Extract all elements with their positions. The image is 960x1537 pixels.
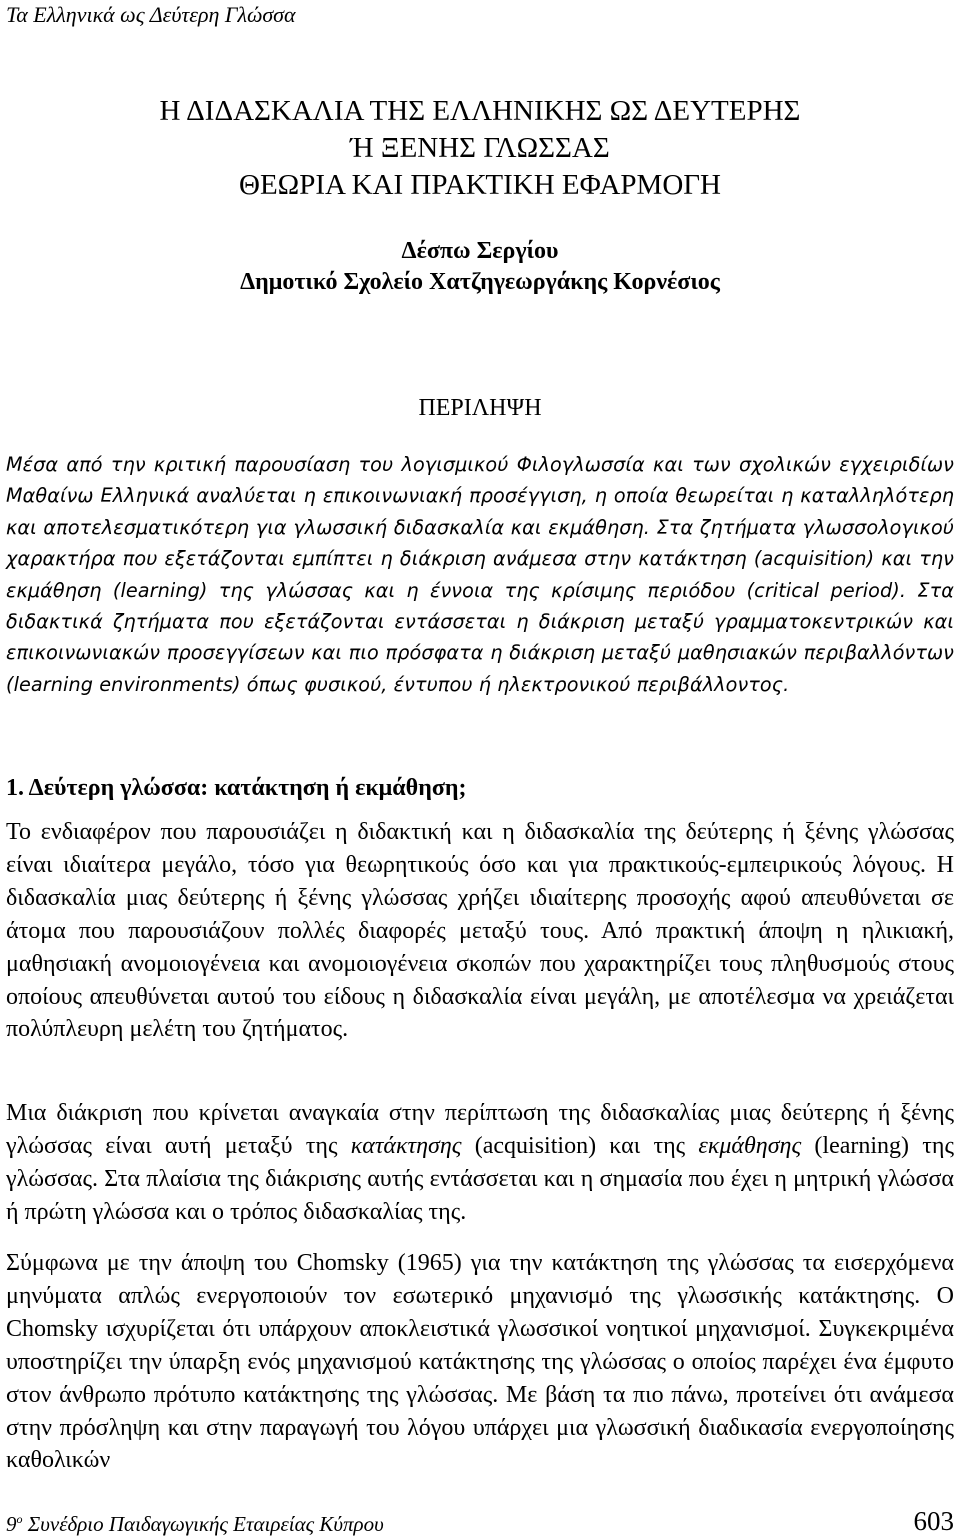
page-footer [6, 1502, 954, 1536]
body-paragraph-3: Σύμφωνα με την άποψη του Chomsky (1965) για την κατάκτηση της γλώσσας τα εισερχόμενα μηνύματα απλώς ενεργοποιούν τον εσωτερικό μηχανισμό της γλωσσικής κατάκτησης. Ο Chomsky ισχυρίζεται ότι υπάρχουν αποκλειστικά γλωσσικοί νοητικοί μηχανισμοί. Συγκεκριμένα υποστηρίζει την ύπαρξη ενός μηχανισμού κατάκτησης της γλώσσας ο οποίος παρέχει ένα έμφυτο στον άνθρωπο πρότυπο κατάκτησης της γλώσσας. Με βάση τα πιο πάνω, προτείνει ότι ανάμεσα στην πρόσληψη και στην παραγωγή του λόγου υπάρχει μια γλωσσική διαδικασία ενεργοποίησης καθολικών [6, 1250, 954, 1474]
paragraph-2-text-c: (learning) της γλώσσας. Στα πλαίσια της διάκρισης αυτής εντάσσεται και η σημασία που έχει η μητρική γλώσσα ή πρώτη γλώσσα και ο τρόπος διδασκαλίας της. [6, 1132, 954, 1225]
abstract-heading: ΠΕΡΙΛΗΨΗ [418, 395, 542, 421]
title-line-3: ΘΕΩΡΙΑ ΚΑΙ ΠΡΑΚΤΙΚΗ ΕΦΑΡΜΟΓΗ [239, 169, 721, 201]
abstract-text: Μέσα από την κριτική παρουσίαση του λογισμικού Φιλογλωσσία και των σχολικών εγχειριδίων Μαθαίνω Ελληνικά αναλύεται η επικοινωνιακή προσέγγιση, η οποία θεωρείται η καταλληλότερη και αποτελεσματικότερη για γλωσσική διδασκαλία και εκμάθηση. Στα ζητήματα γλωσσολογικού χαρακτήρα που εξετάζονται εμπίπτει η διάκριση ανάμεσα στην κατάκτηση (acquisition) και την εκμάθηση (learning) της γλώσσας και η έννοια της κρίσιμης περιόδου (critical period). Στα διδακτικά ζητήματα που εξετάζονται εντάσσεται η διάκριση μεταξύ γραμματοκεντρικών και επικοινωνιακών προσεγγίσεων και πιο πρόσφατα η διάκριση μεταξύ μαθησιακών περιβαλλόντων (learning environments) όπως φυσικού, έντυπου ή ηλεκτρονικού περιβάλλοντος. [6, 453, 954, 696]
title-line-2: Ή ΞΕΝΗΣ ΓΛΩΣΣΑΣ [350, 132, 610, 164]
body-paragraph-2 [6, 1097, 954, 1229]
term-learning: εκμάθησης [698, 1132, 802, 1159]
author-block [0, 236, 960, 298]
running-header: Τα Ελληνικά ως Δεύτερη Γλώσσα [6, 2, 296, 27]
title-line-1: Η ΔΙΔΑΣΚΑΛΙΑ ΤΗΣ ΕΛΛΗΝΙΚΗΣ ΩΣ ΔΕΥΤΕΡΗΣ [159, 95, 801, 127]
conference-ordinal: ο [16, 1512, 23, 1526]
paragraph-2-text-b: (acquisition) και της [461, 1132, 699, 1159]
body-paragraph-1: Το ενδιαφέρον που παρουσιάζει η διδακτική και η διδασκαλία της δεύτερης ή ξένης γλώσσας είναι ιδιαίτερα μεγάλο, τόσο για θεωρητικούς όσο και για πρακτικούς-εμπειρικούς λόγους. Η διδασκαλία μιας δεύτερης ή ξένης γλώσσας χρήζει ιδιαίτερης προσοχής αφού απευθύνεται σε άτομα που παρουσιάζουν πολλές διαφορές μεταξύ τους. Από πρακτική άποψη η ηλικιακή, μαθησιακή ανομοιογένεια και ανομοιογένεια σκοπών που χαρακτηρίζει τους πληθυσμούς στους οποίους απευθύνεται αυτού του είδους η διδασκαλία είναι μεγάλη, με αποτέλεσμα να χρειάζεται πολύπλευρη μελέτη του ζητήματος. [6, 819, 954, 1043]
conference-number: 9 [6, 1512, 17, 1536]
section-heading: 1. Δεύτερη γλώσσα: κατάκτηση ή εκμάθηση; [6, 775, 467, 801]
author-name: Δέσπω Σεργίου [401, 238, 559, 264]
term-acquisition: κατάκτησης [350, 1132, 462, 1159]
conference-title: Συνέδριο Παιδαγωγικής Εταιρείας Κύπρου [27, 1512, 384, 1536]
conference-name [6, 1506, 384, 1537]
author-affiliation: Δημοτικό Σχολείο Χατζηγεωργάκης Κορνέσιος [240, 269, 720, 295]
paragraph-2-text-a: Μια διάκριση που κρίνεται αναγκαία στην περίπτωση της διδασκαλίας μιας δεύτερης ή ξένης γλώσσας είναι αυτή μεταξύ της [6, 1100, 954, 1159]
page-number: 603 [913, 1506, 954, 1536]
paper-title [0, 93, 960, 204]
